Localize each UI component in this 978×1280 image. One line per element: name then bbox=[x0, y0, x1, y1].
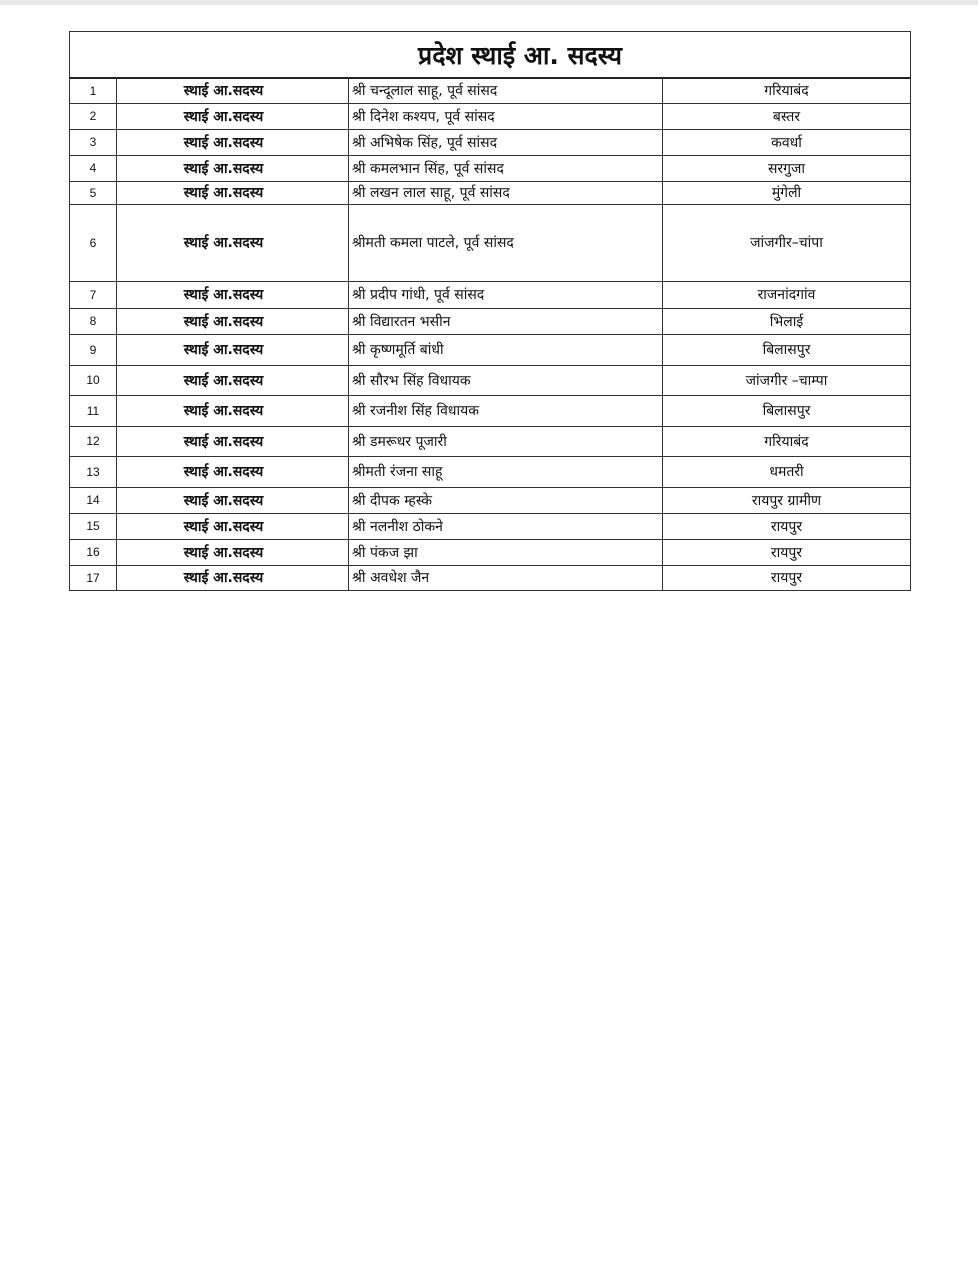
row-number: 1 bbox=[70, 78, 117, 103]
row-number: 11 bbox=[70, 395, 117, 426]
table-row bbox=[70, 334, 911, 365]
row-role: स्थाई आ.सदस्य bbox=[117, 334, 349, 365]
row-member-name: श्री दीपक म्हस्के bbox=[349, 487, 663, 513]
row-place: जांजगीर –चाम्पा bbox=[663, 365, 911, 395]
row-number: 3 bbox=[70, 129, 117, 155]
row-role: स्थाई आ.सदस्य bbox=[117, 308, 349, 334]
row-place: रायपुर bbox=[663, 565, 911, 590]
row-number: 5 bbox=[70, 181, 117, 204]
row-number: 2 bbox=[70, 103, 117, 129]
row-member-name: श्री अभिषेक सिंह, पूर्व सांसद bbox=[349, 129, 663, 155]
row-place: रायपुर ग्रामीण bbox=[663, 487, 911, 513]
table-row bbox=[70, 456, 911, 487]
row-member-name: श्री रजनीश सिंह विधायक bbox=[349, 395, 663, 426]
row-member-name: श्री विद्यारतन भसीन bbox=[349, 308, 663, 334]
table-row bbox=[70, 281, 911, 308]
table-row bbox=[70, 78, 911, 103]
row-member-name: श्री नलनीश ठोकने bbox=[349, 513, 663, 539]
table-title-cell bbox=[70, 32, 911, 79]
row-number: 15 bbox=[70, 513, 117, 539]
row-member-name: श्री लखन लाल साहू, पूर्व सांसद bbox=[349, 181, 663, 204]
row-member-name: श्रीमती कमला पाटले, पूर्व सांसद bbox=[349, 204, 663, 281]
row-member-name: श्रीमती रंजना साहू bbox=[349, 456, 663, 487]
row-number: 16 bbox=[70, 539, 117, 565]
table-row bbox=[70, 565, 911, 590]
row-number: 17 bbox=[70, 565, 117, 590]
row-place: सरगुजा bbox=[663, 155, 911, 181]
top-edge-strip bbox=[0, 0, 978, 5]
row-role: स्थाई आ.सदस्य bbox=[117, 395, 349, 426]
row-place: बिलासपुर bbox=[663, 395, 911, 426]
row-place: रायपुर bbox=[663, 513, 911, 539]
table-row bbox=[70, 365, 911, 395]
row-number: 9 bbox=[70, 334, 117, 365]
row-role: स्थाई आ.सदस्य bbox=[117, 204, 349, 281]
row-number: 4 bbox=[70, 155, 117, 181]
row-place: गरियाबंद bbox=[663, 426, 911, 456]
row-member-name: श्री प्रदीप गांधी, पूर्व सांसद bbox=[349, 281, 663, 308]
table-title: प्रदेश स्थाई आ. सदस्य bbox=[418, 40, 623, 70]
row-number: 13 bbox=[70, 456, 117, 487]
row-role: स्थाई आ.सदस्य bbox=[117, 281, 349, 308]
row-number: 12 bbox=[70, 426, 117, 456]
row-member-name: श्री दिनेश कश्यप, पूर्व सांसद bbox=[349, 103, 663, 129]
row-role: स्थाई आ.सदस्य bbox=[117, 539, 349, 565]
row-place: भिलाई bbox=[663, 308, 911, 334]
row-number: 7 bbox=[70, 281, 117, 308]
row-place: कवर्धा bbox=[663, 129, 911, 155]
row-place: बस्तर bbox=[663, 103, 911, 129]
row-number: 10 bbox=[70, 365, 117, 395]
row-member-name: श्री अवधेश जैन bbox=[349, 565, 663, 590]
table-row bbox=[70, 129, 911, 155]
table-row bbox=[70, 204, 911, 281]
row-role: स्थाई आ.सदस्य bbox=[117, 365, 349, 395]
row-number: 8 bbox=[70, 308, 117, 334]
row-role: स्थाई आ.सदस्य bbox=[117, 78, 349, 103]
row-place: रायपुर bbox=[663, 539, 911, 565]
row-place: गरियाबंद bbox=[663, 78, 911, 103]
table-row bbox=[70, 181, 911, 204]
row-role: स्थाई आ.सदस्य bbox=[117, 129, 349, 155]
table-row bbox=[70, 103, 911, 129]
row-role: स्थाई आ.सदस्य bbox=[117, 565, 349, 590]
row-member-name: श्री सौरभ सिंह विधायक bbox=[349, 365, 663, 395]
row-role: स्थाई आ.सदस्य bbox=[117, 513, 349, 539]
row-role: स्थाई आ.सदस्य bbox=[117, 103, 349, 129]
table-row bbox=[70, 155, 911, 181]
row-role: स्थाई आ.सदस्य bbox=[117, 426, 349, 456]
row-place: बिलासपुर bbox=[663, 334, 911, 365]
row-place: राजनांदगांव bbox=[663, 281, 911, 308]
member-table bbox=[69, 31, 911, 591]
row-member-name: श्री डमरूधर पूजारी bbox=[349, 426, 663, 456]
row-member-name: श्री पंकज झा bbox=[349, 539, 663, 565]
row-role: स्थाई आ.सदस्य bbox=[117, 487, 349, 513]
table-row bbox=[70, 426, 911, 456]
row-number: 14 bbox=[70, 487, 117, 513]
row-member-name: श्री कमलभान सिंह, पूर्व सांसद bbox=[349, 155, 663, 181]
table-row bbox=[70, 395, 911, 426]
row-number: 6 bbox=[70, 204, 117, 281]
row-member-name: श्री चन्दूलाल साहू, पूर्व सांसद bbox=[349, 78, 663, 103]
table-row bbox=[70, 513, 911, 539]
row-role: स्थाई आ.सदस्य bbox=[117, 181, 349, 204]
table-row bbox=[70, 539, 911, 565]
row-role: स्थाई आ.सदस्य bbox=[117, 155, 349, 181]
row-member-name: श्री कृष्णमूर्ति बांधी bbox=[349, 334, 663, 365]
row-place: धमतरी bbox=[663, 456, 911, 487]
table-row bbox=[70, 308, 911, 334]
table-row bbox=[70, 487, 911, 513]
row-role: स्थाई आ.सदस्य bbox=[117, 456, 349, 487]
row-place: जांजगीर–चांपा bbox=[663, 204, 911, 281]
row-place: मुंगेली bbox=[663, 181, 911, 204]
table-title-row bbox=[70, 32, 911, 79]
